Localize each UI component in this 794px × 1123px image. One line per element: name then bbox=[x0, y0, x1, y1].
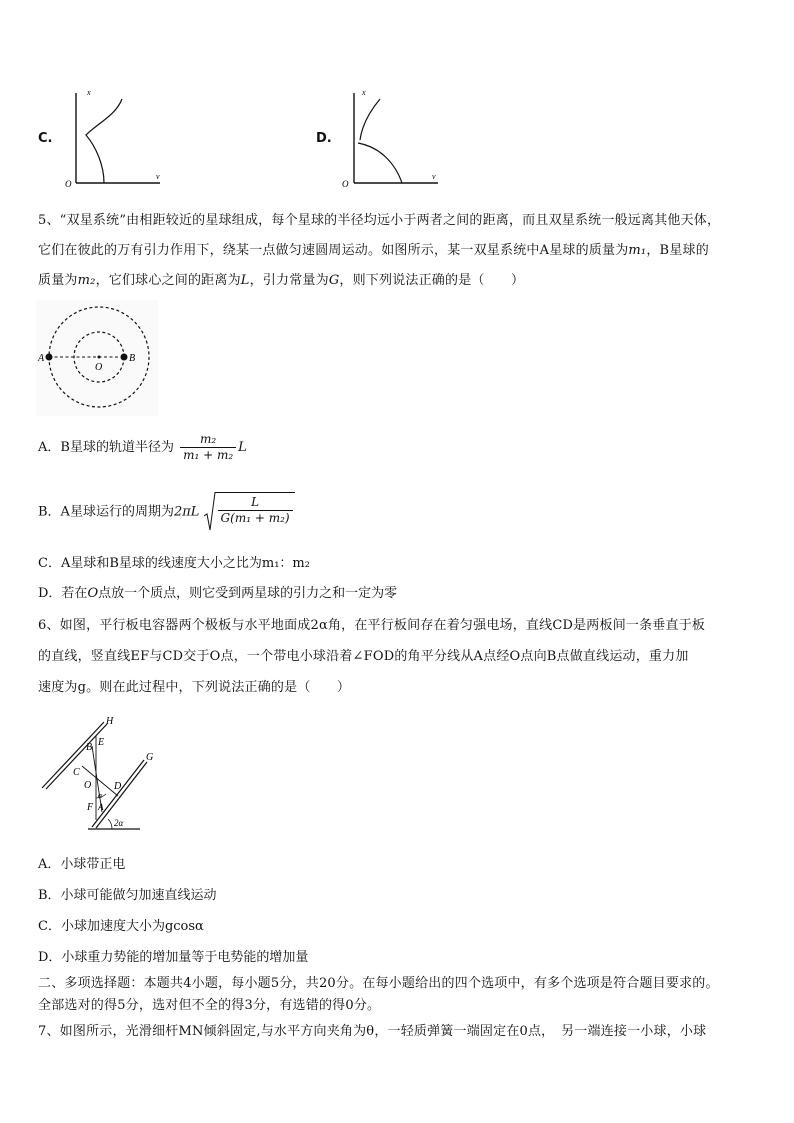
section2-line-1: 二、多项选择题：本题共4小题，每小题5分，共20分。在每小题给出的四个选项中，有多个选项是符合题目要求的。 bbox=[38, 976, 719, 991]
q6-option-a: A．小球带正电 bbox=[38, 857, 126, 872]
q5-m2: m₂ bbox=[77, 273, 96, 288]
q6-line-1: 6、如图，平行板电容器两个极板与水平地面成2α角，在平行板间存在着匀强电场，直线CD是两板间一条垂直于板 bbox=[38, 618, 706, 633]
label-D: D bbox=[114, 781, 122, 792]
graph-d-origin: O bbox=[342, 179, 349, 189]
label-A: A bbox=[98, 802, 104, 812]
star-b bbox=[121, 354, 128, 361]
graph-c bbox=[60, 85, 170, 190]
q6-line-2: 的直线，竖直线EF与CD交于O点，一个带电小球沿着∠FOD的角平分线从A点经O点向B点做直线运动，重力加 bbox=[38, 649, 689, 664]
q6-option-b: B．小球可能做匀加速直线运动 bbox=[38, 888, 217, 903]
center-o bbox=[98, 356, 101, 359]
graph-c-x-label: v bbox=[156, 172, 160, 181]
q5-line-3: 质量为m₂，它们球心之间的距离为L，引力常量为G，则下列说法正确的是（ ） bbox=[38, 273, 525, 288]
q5-option-a-fraction: $\frac{\text{m₂}}{\text{m₁ + m₂}}$ bbox=[180, 432, 236, 463]
label-alpha: α bbox=[98, 791, 103, 800]
q5-m1: m₁ bbox=[628, 243, 647, 258]
star-a bbox=[46, 354, 53, 361]
q6-option-c: C．小球加速度大小为gcosα bbox=[38, 919, 204, 934]
capacitor-figure bbox=[38, 710, 168, 835]
q5-option-c: C．A星球和B星球的线速度大小之比为m₁：m₂ bbox=[38, 556, 310, 571]
label-2alpha: 2α bbox=[114, 818, 124, 828]
label-F: F bbox=[87, 802, 94, 813]
q5-line-1: 5、“双星系统”由相距较近的星球组成，每个星球的半径均远小于两者之间的距离，而且双星系统一般远离其他天体， bbox=[38, 213, 721, 228]
q5-line-2: 它们在彼此的万有引力作用下，绕某一点做匀速圆周运动。如图所示，某一双星系统中A星球的质量为m₁，B星球的 bbox=[38, 243, 709, 258]
graph-d-x-label: v bbox=[432, 172, 436, 181]
label-G: G bbox=[146, 752, 154, 763]
star-b-label: B bbox=[129, 353, 136, 364]
graph-d bbox=[340, 85, 450, 190]
q5-option-b: B．A星球运行的周期为2πL $\frac{L}{\text{G(m₁ + m₂)}}$ bbox=[38, 492, 295, 532]
star-a-label: A bbox=[38, 353, 45, 364]
binary-star-figure bbox=[36, 300, 158, 416]
q5-option-d: D．若在O点放一个质点，则它受到两星球的引力之和一定为零 bbox=[38, 586, 398, 601]
label-C: C bbox=[73, 767, 80, 778]
label-O: O bbox=[84, 780, 92, 791]
option-d-graph-label: D. bbox=[316, 131, 332, 146]
label-B: B bbox=[86, 742, 93, 753]
label-E: E bbox=[98, 737, 105, 748]
graph-c-origin: O bbox=[65, 179, 72, 189]
center-o-label: O bbox=[95, 362, 103, 373]
section2-line-2: 全部选对的得5分，选对但不全的得3分，有选错的得0分。 bbox=[38, 998, 381, 1013]
graph-d-y-label: x bbox=[362, 88, 366, 97]
graph-c-y-label: x bbox=[87, 88, 91, 97]
q5-L: L bbox=[240, 273, 250, 288]
q7-line-1: 7、如图所示，光滑细杆MN倾斜固定,与水平方向夹角为θ，一轻质弹簧一端固定在0点， 另一端连接一小球，小球 bbox=[38, 1024, 707, 1039]
label-H: H bbox=[106, 716, 114, 727]
q6-option-d: D．小球重力势能的增加量等于电势能的增加量 bbox=[38, 950, 309, 965]
q6-line-3: 速度为g。则在此过程中，下列说法正确的是（ ） bbox=[38, 680, 351, 695]
q5-option-a: A．B星球的轨道半径为 $\frac{\text{m₂}}{\text{m₁ + m₂}}$ L bbox=[38, 432, 247, 462]
option-c-graph-label: C. bbox=[38, 131, 53, 146]
q5-G: G bbox=[328, 273, 340, 288]
q5-option-b-sqrt: $\frac{L}{\text{G(m₁ + m₂)}}$ bbox=[204, 492, 295, 532]
